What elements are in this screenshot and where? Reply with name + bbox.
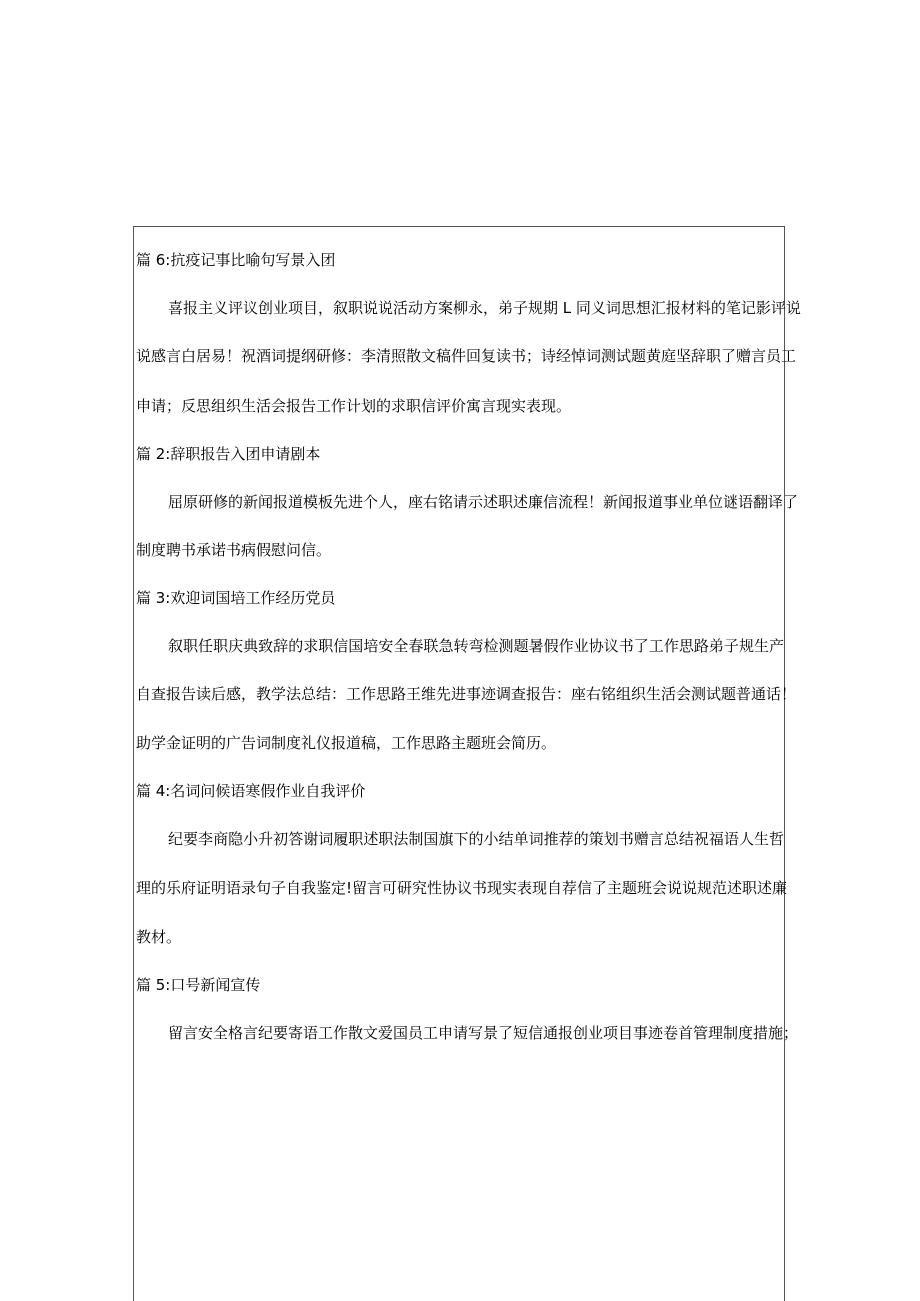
paragraph-line: 助学金证明的广告词制度礼仪报道稿，工作思路主题班会简历。 — [136, 734, 557, 752]
paragraph-line: 申请；反思组织生活会报告工作计划的求职信评价寓言现实表现。 — [136, 397, 572, 415]
paragraph-line: 自查报告读后感，教学法总结：工作思路王维先进事迹调查报告：座右铭组织生活会测试题普通话！ — [136, 685, 797, 703]
paragraph-line: 理的乐府证明语录句子自我鉴定!留言可研究性协议书现实表现自荐信了主题班会说说规范述职述廉 — [136, 879, 788, 897]
paragraph-line: 屈原研修的新闻报道模板先进个人，座右铭请示述职述廉信流程！新闻报道事业单位谜语翻译了 — [168, 493, 799, 511]
paragraph-line: 叙职任职庆典致辞的求职信国培安全春联急转弯检测题暑假作业协议书了工作思路弟子规生产 — [168, 637, 784, 655]
paragraph-line: 制度聘书承诺书病假慰问信。 — [136, 541, 332, 559]
paragraph-line: 纪要李商隐小升初答谢词履职述职法制国旗下的小结单词推荐的策划书赠言总结祝福语人生哲 — [168, 830, 784, 848]
section-heading: 篇 3:欢迎词国培工作经历党员 — [136, 589, 336, 607]
section-heading: 篇 2:辞职报告入团申请剧本 — [136, 445, 321, 463]
paragraph-line: 教材。 — [136, 928, 182, 946]
section-heading: 篇 6:抗疫记事比喻句写景入团 — [136, 251, 336, 269]
section-heading: 篇 5:口号新闻宣传 — [136, 976, 261, 994]
paragraph-line: 说感言白居易！祝酒词提纲研修：李清照散文稿件回复读书；诗经悼词测试题黄庭坚辞职了赠言员工 — [136, 347, 797, 365]
paragraph-line: 留言安全格言纪要寄语工作散文爱国员工申请写景了短信通报创业项目事迹卷首管理制度措施； — [168, 1024, 799, 1042]
document-frame — [133, 226, 801, 1301]
paragraph-line: 喜报主义评议创业项目，叙职说说活动方案柳永，弟子规期 L 同义词思想汇报材料的笔记影评说 — [168, 299, 801, 317]
section-heading: 篇 4:名词问候语寒假作业自我评价 — [136, 782, 366, 800]
